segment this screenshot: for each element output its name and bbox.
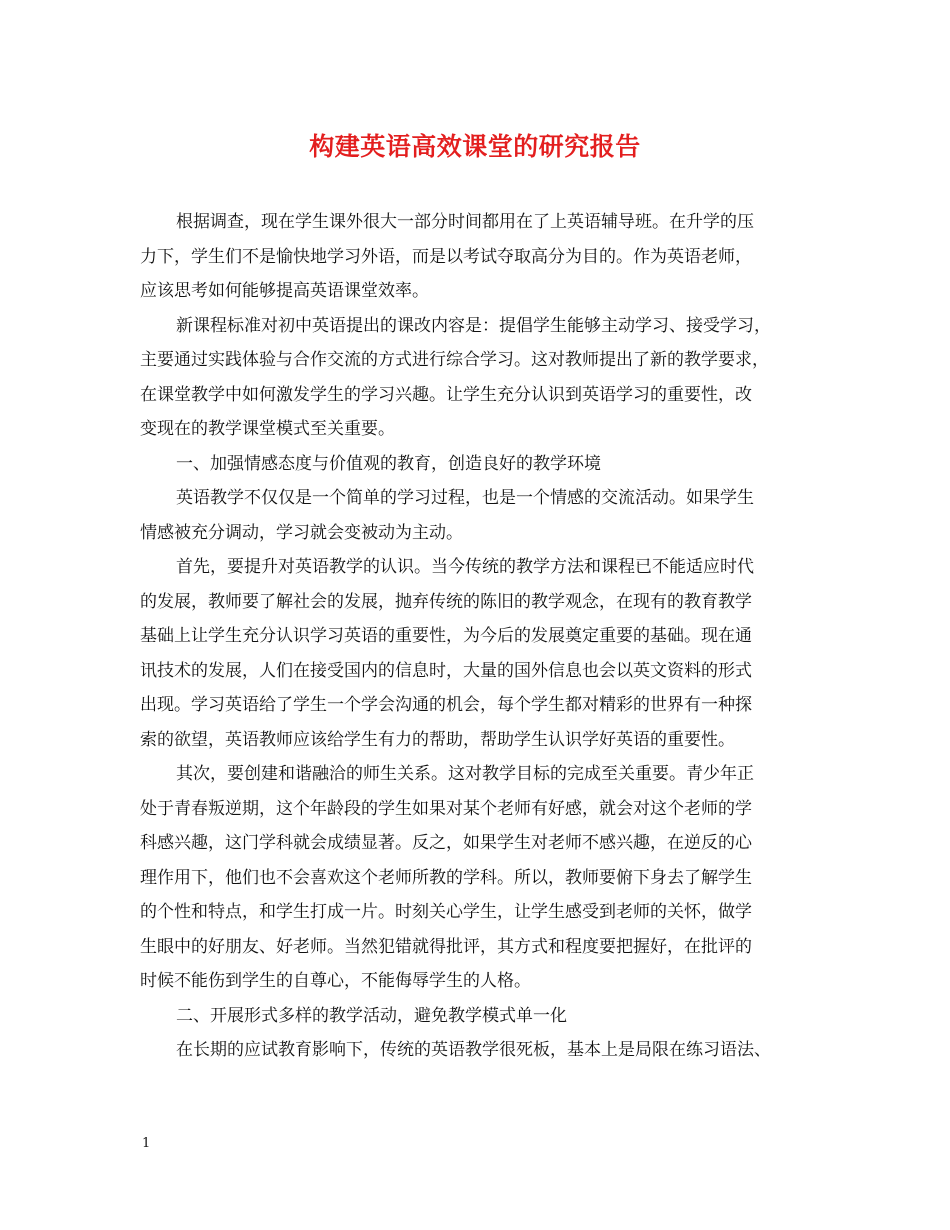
text-line: 的个性和特点，和学生打成一片。时刻关心学生，让学生感受到老师的关怀，做学 bbox=[140, 902, 752, 922]
text-line: 主要通过实践体验与合作交流的方式进行综合学习。这对教师提出了新的教学要求， bbox=[140, 350, 769, 370]
text-line: 出现。学习英语给了学生一个学会沟通的机会，每个学生都对精彩的世界有一种探 bbox=[140, 695, 752, 715]
text-line: 在课堂教学中如何激发学生的学习兴趣。让学生充分认识到英语学习的重要性，改 bbox=[140, 384, 752, 405]
page-number: 1 bbox=[142, 1136, 151, 1151]
text-line: 理作用下，他们也不会喜欢这个老师所教的学科。所以，教师要俯下身去了解学生 bbox=[140, 867, 752, 888]
text-line: 科感兴趣，这门学科就会成绩显著。反之，如果学生对老师不感兴趣，在逆反的心 bbox=[140, 833, 752, 853]
text-line: 变现在的教学课堂模式至关重要。 bbox=[140, 419, 395, 439]
text-line: 二、开展形式多样的教学活动，避免教学模式单一化 bbox=[176, 1005, 567, 1026]
text-line: 索的欲望，英语教师应该给学生有力的帮助，帮助学生认识学好英语的重要性。 bbox=[140, 729, 735, 750]
text-line: 一、加强情感态度与价值观的教育，创造良好的教学环境 bbox=[176, 453, 601, 474]
text-line: 根据调查，现在学生课外很大一部分时间都用在了上英语辅导班。在升学的压 bbox=[176, 212, 754, 232]
text-line: 在长期的应试教育影响下，传统的英语教学很死板，基本上是局限在练习语法、 bbox=[176, 1040, 771, 1060]
text-line: 新课程标准对初中英语提出的课改内容是：提倡学生能够主动学习、接受学习， bbox=[176, 315, 771, 336]
text-line: 基础上让学生充分认识学习英语的重要性，为今后的发展奠定重要的基础。现在通 bbox=[140, 626, 752, 646]
text-line: 生眼中的好朋友、好老师。当然犯错就得批评，其方式和程度要把握好，在批评的 bbox=[140, 936, 752, 957]
text-line: 英语教学不仅仅是一个简单的学习过程，也是一个情感的交流活动。如果学生 bbox=[176, 488, 754, 508]
page-title: 构建英语高效课堂的研究报告 bbox=[309, 132, 641, 161]
text-line: 讯技术的发展，人们在接受国内的信息时，大量的国外信息也会以英文资料的形式 bbox=[140, 660, 752, 681]
text-line: 应该思考如何能够提高英语课堂效率。 bbox=[140, 281, 429, 301]
text-line: 首先，要提升对英语教学的认识。当今传统的教学方法和课程已不能适应时代 bbox=[176, 557, 754, 577]
text-line: 情感被充分调动，学习就会变被动为主动。 bbox=[140, 522, 463, 543]
text-line: 的发展，教师要了解社会的发展，抛弃传统的陈旧的教学观念，在现有的教育教学 bbox=[140, 591, 752, 612]
document-body bbox=[140, 205, 812, 1068]
text-line: 其次，要创建和谐融洽的师生关系。这对教学目标的完成至关重要。青少年正 bbox=[176, 764, 754, 784]
text-line: 时候不能伤到学生的自尊心，不能侮辱学生的人格。 bbox=[140, 971, 531, 991]
text-line: 处于青春叛逆期，这个年龄段的学生如果对某个老师有好感，就会对这个老师的学 bbox=[140, 798, 752, 819]
text-line: 力下，学生们不是愉快地学习外语，而是以考试夺取高分为目的。作为英语老师， bbox=[140, 246, 752, 267]
